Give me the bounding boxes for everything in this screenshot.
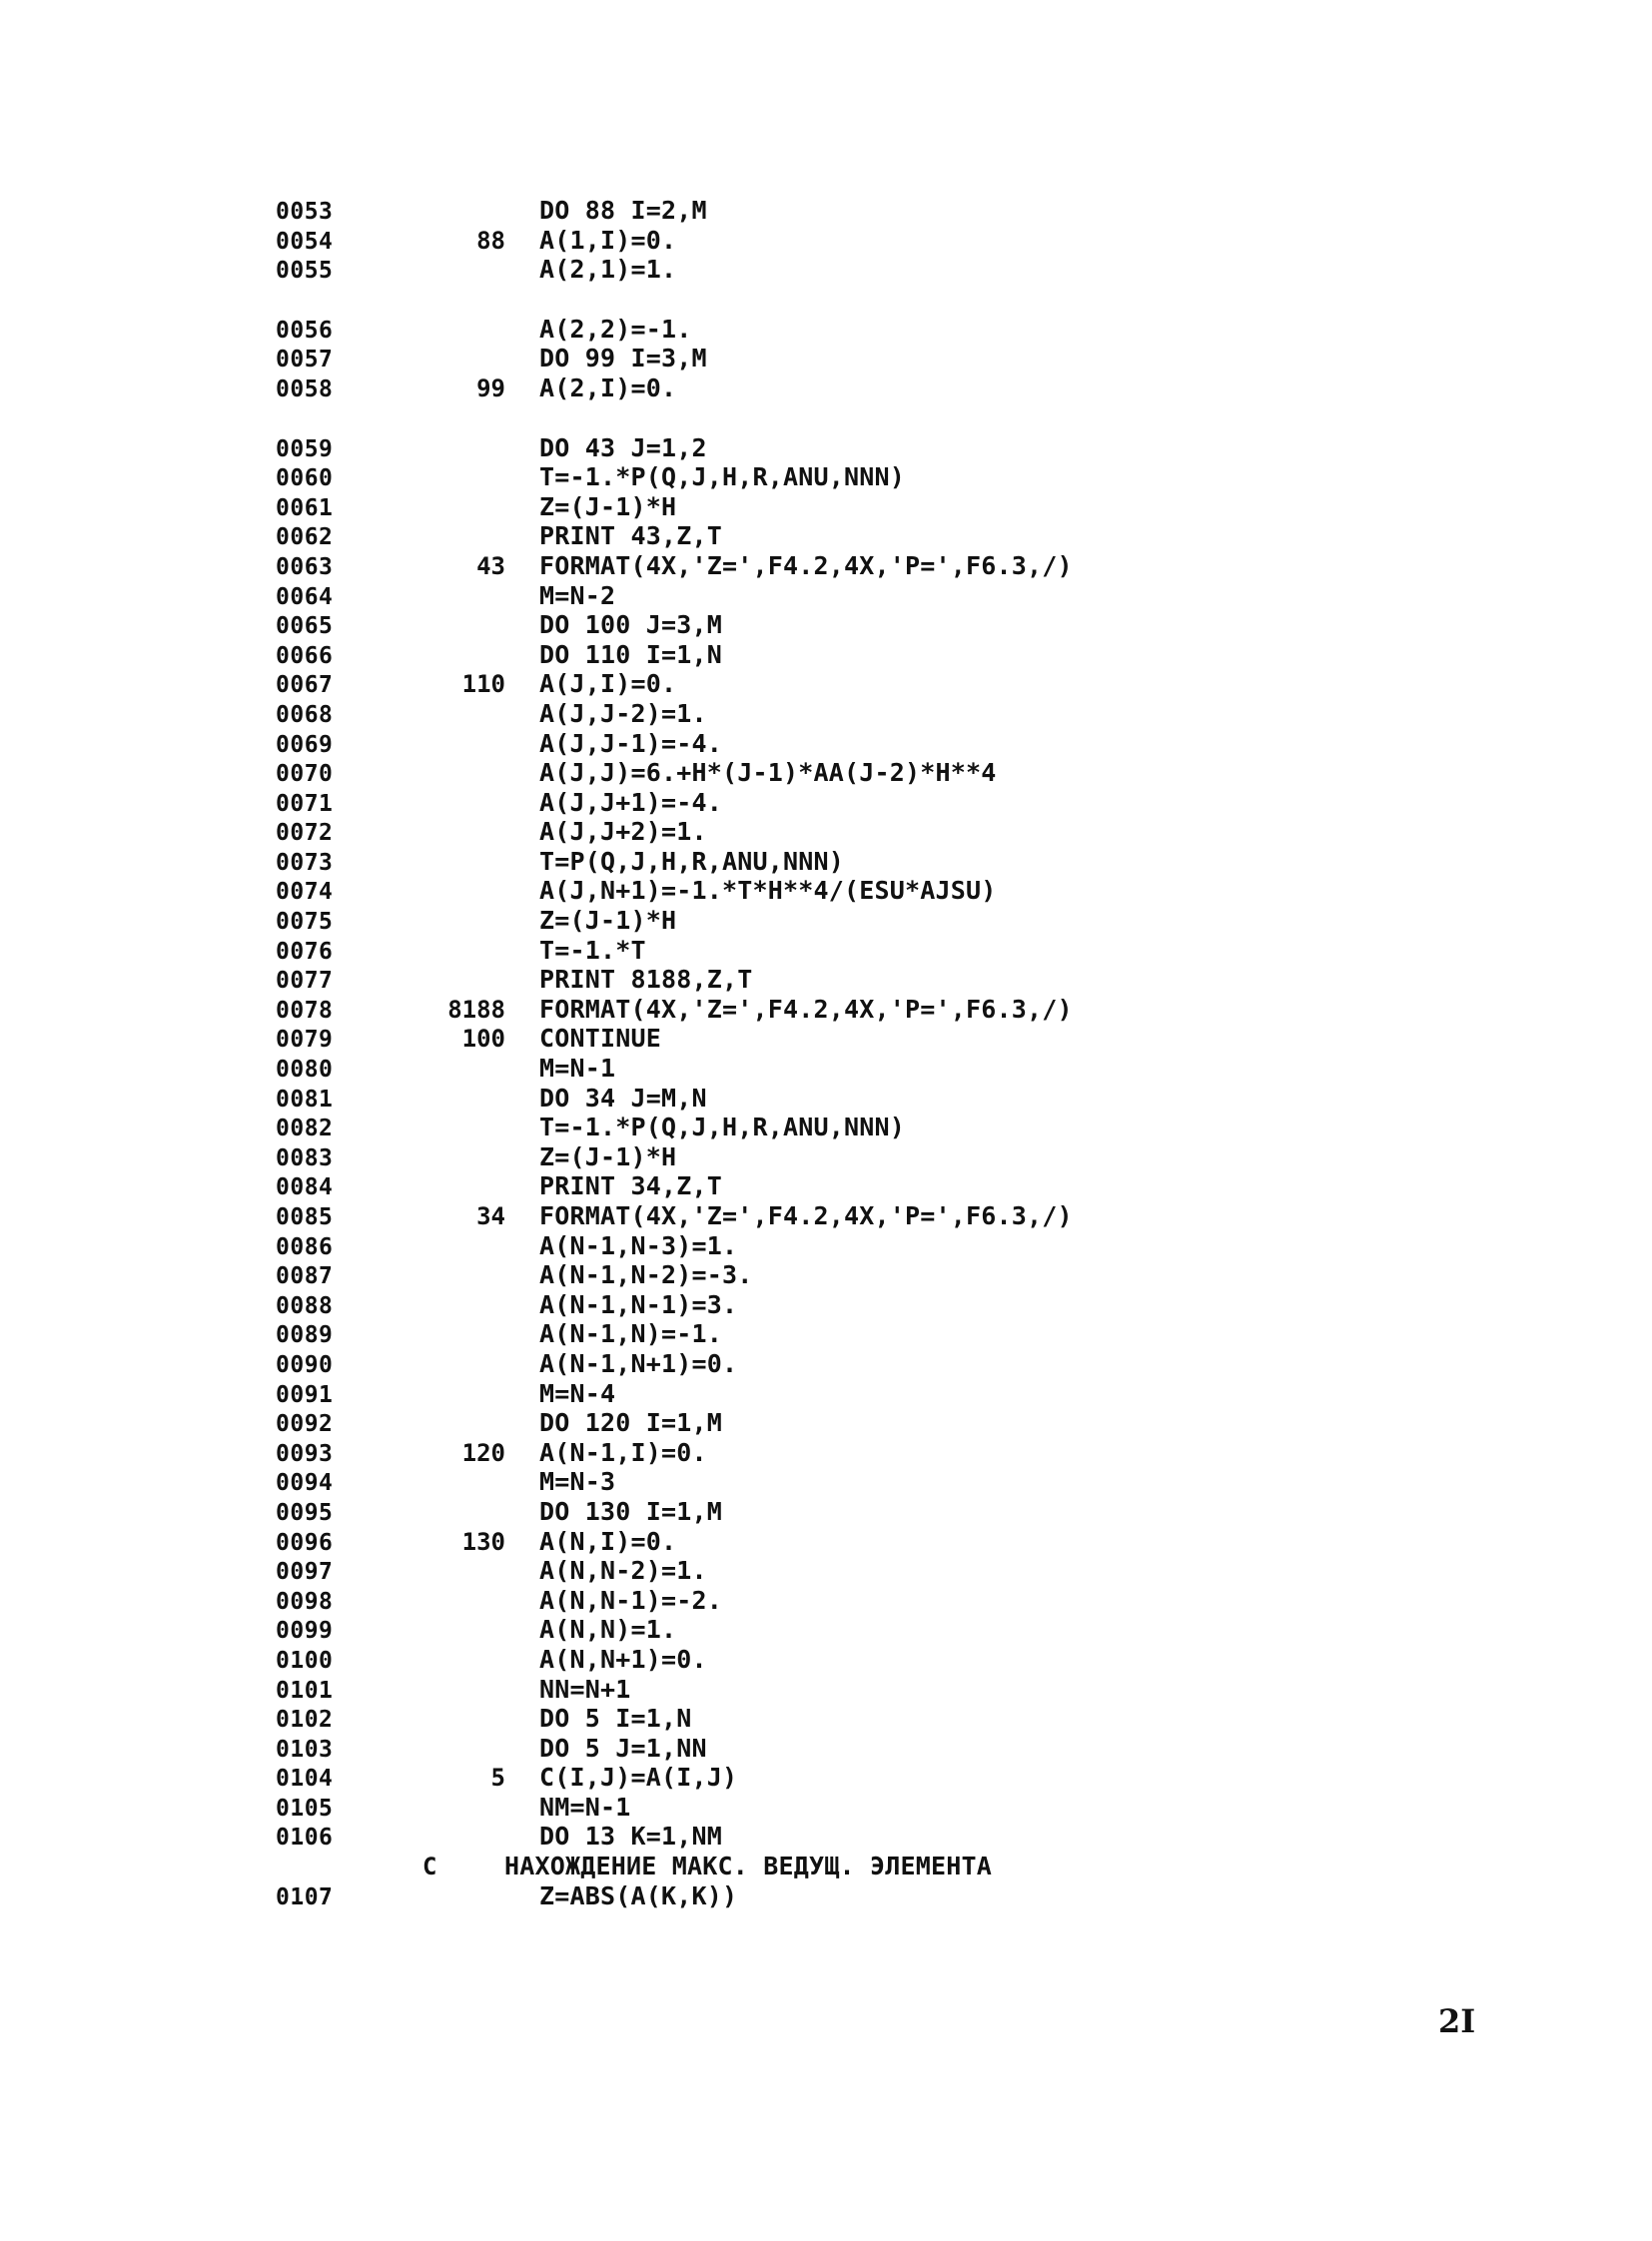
code-line — [276, 315, 1414, 345]
code-line — [276, 1260, 1414, 1290]
code-statement: A(N-1,I)=0. — [539, 1437, 707, 1467]
line-number: 0099 — [276, 1618, 334, 1645]
line-number: 0094 — [276, 1470, 334, 1497]
code-statement: A(N-1,N-1)=3. — [539, 1289, 738, 1319]
code-line — [276, 1084, 1414, 1114]
code-line — [276, 433, 1414, 463]
line-number: 0087 — [276, 1263, 334, 1290]
code-statement: DO 130 I=1,M — [539, 1496, 723, 1526]
code-line — [276, 906, 1414, 936]
line-number: 0076 — [276, 938, 334, 965]
code-line — [276, 847, 1414, 877]
code-statement: A(1,I)=0. — [539, 225, 677, 255]
code-statement: A(J,J)=6.+H*(J-1)*AA(J-2)*H**4 — [539, 758, 997, 788]
code-statement: PRINT 43,Z,T — [539, 521, 723, 551]
code-statement: A(2,1)=1. — [539, 255, 677, 285]
code-line — [276, 1467, 1414, 1497]
code-line — [276, 1586, 1414, 1616]
comment-marker: C — [422, 1853, 437, 1881]
code-statement: A(J,J+2)=1. — [539, 817, 707, 847]
line-number: 0104 — [276, 1766, 334, 1793]
line-number: 0073 — [276, 849, 334, 876]
code-line — [276, 521, 1414, 551]
code-statement: Z=ABS(A(K,K)) — [539, 1880, 738, 1910]
code-statement: A(2,2)=-1. — [539, 314, 692, 344]
code-line — [276, 1438, 1414, 1468]
code-statement: A(N-1,N)=-1. — [539, 1319, 723, 1349]
code-statement: Z=(J-1)*H — [539, 491, 677, 521]
line-number: 0083 — [276, 1144, 334, 1171]
code-line — [276, 1290, 1414, 1320]
code-line — [276, 1379, 1414, 1409]
statement-label: 5 — [490, 1764, 505, 1793]
code-statement: DO 5 J=1,NN — [539, 1733, 707, 1763]
code-statement: Z=(J-1)*H — [539, 1141, 677, 1171]
code-statement: M=N-1 — [539, 1054, 616, 1084]
code-statement: DO 99 I=3,M — [539, 344, 707, 374]
code-line — [276, 1645, 1414, 1675]
code-line — [276, 1822, 1414, 1852]
code-statement: A(J,J+1)=-4. — [539, 787, 723, 817]
line-number: 0064 — [276, 583, 334, 610]
code-statement: DO 5 I=1,N — [539, 1704, 692, 1734]
code-statement: DO 34 J=M,N — [539, 1083, 707, 1113]
code-statement: NM=N-1 — [539, 1792, 631, 1822]
code-statement: A(J,J-2)=1. — [539, 698, 707, 728]
code-statement: A(N-1,N-2)=-3. — [539, 1260, 753, 1290]
line-number: 0102 — [276, 1707, 334, 1734]
code-line — [276, 581, 1414, 611]
code-line — [276, 492, 1414, 522]
code-statement: DO 120 I=1,M — [539, 1408, 723, 1438]
line-number: 0077 — [276, 968, 334, 995]
code-statement: DO 110 I=1,N — [539, 639, 723, 669]
code-line — [276, 1881, 1414, 1911]
code-line — [276, 1171, 1414, 1201]
code-statement: A(2,I)=0. — [539, 373, 677, 402]
code-line — [276, 758, 1414, 788]
code-statement: NN=N+1 — [539, 1674, 631, 1704]
code-statement: A(J,I)=0. — [539, 669, 677, 699]
code-statement: T=-1.*P(Q,J,H,R,ANU,NNN) — [539, 462, 906, 492]
code-line — [276, 965, 1414, 995]
line-number: 0074 — [276, 879, 334, 906]
code-line — [276, 1793, 1414, 1823]
code-line — [276, 1231, 1414, 1261]
code-statement: M=N-3 — [539, 1467, 616, 1497]
comment-text: НАХОЖДЕНИЕ МАКС. ВЕДУЩ. ЭЛЕМЕНТА — [504, 1852, 993, 1881]
code-statement: DO 13 K=1,NM — [539, 1822, 723, 1852]
code-line — [276, 610, 1414, 640]
line-number: 0095 — [276, 1499, 334, 1526]
code-statement: M=N-4 — [539, 1378, 616, 1408]
line-number: 0065 — [276, 613, 334, 640]
line-number: 0100 — [276, 1647, 334, 1674]
code-line — [276, 817, 1414, 847]
line-number: 0079 — [276, 1027, 334, 1054]
code-line — [276, 374, 1414, 403]
code-statement: Z=(J-1)*H — [539, 906, 677, 936]
code-statement: PRINT 34,Z,T — [539, 1171, 723, 1201]
line-number: 0105 — [276, 1795, 334, 1822]
statement-label: 130 — [461, 1527, 505, 1556]
code-line — [276, 1852, 1414, 1881]
code-statement: FORMAT(4X,'Z=',F4.2,4X,'P=',F6.3,/) — [539, 1201, 1073, 1230]
code-line — [276, 1556, 1414, 1586]
code-line — [276, 1201, 1414, 1231]
line-number: 0067 — [276, 672, 334, 699]
line-number: 0092 — [276, 1411, 334, 1438]
line-number: 0093 — [276, 1440, 334, 1467]
line-number: 0080 — [276, 1057, 334, 1084]
code-statement: A(N,I)=0. — [539, 1526, 677, 1556]
code-line — [276, 1497, 1414, 1527]
line-number: 0097 — [276, 1559, 334, 1586]
line-number: 0088 — [276, 1292, 334, 1319]
code-statement: A(J,J-1)=-4. — [539, 728, 723, 758]
line-number: 0096 — [276, 1529, 334, 1556]
code-line — [276, 1024, 1414, 1054]
line-number: 0059 — [276, 435, 334, 462]
code-line — [276, 344, 1414, 374]
code-statement: DO 43 J=1,2 — [539, 432, 707, 462]
line-number: 0063 — [276, 553, 334, 580]
code-statement: M=N-2 — [539, 580, 616, 610]
statement-label: 8188 — [447, 995, 505, 1024]
line-number: 0058 — [276, 375, 334, 402]
statement-label: 43 — [476, 551, 505, 580]
code-line — [276, 1675, 1414, 1705]
code-line — [276, 1349, 1414, 1379]
line-number: 0103 — [276, 1736, 334, 1763]
code-statement: A(N,N-1)=-2. — [539, 1585, 723, 1615]
code-statement: PRINT 8188,Z,T — [539, 965, 753, 995]
code-line — [276, 1704, 1414, 1734]
code-statement: A(N,N)=1. — [539, 1615, 677, 1645]
line-number: 0078 — [276, 997, 334, 1024]
code-line — [276, 729, 1414, 759]
statement-label: 99 — [476, 374, 505, 402]
code-line — [276, 551, 1414, 581]
line-number: 0066 — [276, 642, 334, 669]
line-number: 0081 — [276, 1086, 334, 1113]
code-line — [276, 255, 1414, 285]
line-number: 0061 — [276, 494, 334, 521]
line-number: 0071 — [276, 790, 334, 817]
code-line — [276, 876, 1414, 906]
line-number: 0060 — [276, 465, 334, 492]
line-number: 0084 — [276, 1174, 334, 1201]
page-number: 2I — [1438, 2002, 1476, 2040]
line-number: 0085 — [276, 1204, 334, 1230]
line-number: 0075 — [276, 909, 334, 936]
line-number: 0069 — [276, 731, 334, 758]
code-statement: FORMAT(4X,'Z=',F4.2,4X,'P=',F6.3,/) — [539, 994, 1073, 1024]
statement-label: 88 — [476, 226, 505, 255]
line-number: 0090 — [276, 1351, 334, 1378]
code-line — [276, 462, 1414, 492]
code-statement: A(J,N+1)=-1.*T*H**4/(ESU*AJSU) — [539, 876, 997, 906]
line-number: 0101 — [276, 1677, 334, 1704]
code-line — [276, 1527, 1414, 1557]
line-number: 0082 — [276, 1116, 334, 1142]
code-statement: T=-1.*P(Q,J,H,R,ANU,NNN) — [539, 1113, 906, 1142]
code-line — [276, 1319, 1414, 1349]
line-number: 0055 — [276, 258, 334, 285]
code-line — [276, 1763, 1414, 1793]
line-number: 0062 — [276, 524, 334, 551]
statement-label: 110 — [461, 670, 505, 699]
code-line — [276, 226, 1414, 256]
line-number: 0068 — [276, 701, 334, 728]
line-number: 0086 — [276, 1233, 334, 1260]
code-line — [276, 1615, 1414, 1645]
code-statement: A(N-1,N-3)=1. — [539, 1230, 738, 1260]
line-number: 0056 — [276, 317, 334, 344]
statement-label: 100 — [461, 1025, 505, 1054]
code-statement: A(N,N-2)=1. — [539, 1556, 707, 1586]
line-number: 0070 — [276, 761, 334, 788]
code-line — [276, 936, 1414, 966]
line-number: 0072 — [276, 820, 334, 847]
code-statement: T=-1.*T — [539, 935, 646, 965]
code-statement: A(N,N+1)=0. — [539, 1644, 707, 1674]
code-line — [276, 995, 1414, 1025]
line-number: 0098 — [276, 1588, 334, 1615]
line-number: 0053 — [276, 199, 334, 225]
code-line — [276, 788, 1414, 818]
code-statement: DO 88 I=2,M — [539, 196, 707, 225]
code-statement: CONTINUE — [539, 1024, 662, 1054]
code-line — [276, 1734, 1414, 1764]
code-statement: DO 100 J=3,M — [539, 610, 723, 640]
code-line — [276, 669, 1414, 699]
line-number: 0089 — [276, 1322, 334, 1349]
code-statement: C(I,J)=A(I,J) — [539, 1763, 738, 1793]
line-number: 0091 — [276, 1381, 334, 1408]
line-number: 0106 — [276, 1825, 334, 1852]
code-line — [276, 196, 1414, 226]
code-statement: A(N-1,N+1)=0. — [539, 1348, 738, 1378]
statement-label: 34 — [476, 1202, 505, 1230]
statement-label: 120 — [461, 1438, 505, 1467]
code-line — [276, 640, 1414, 670]
code-statement: T=P(Q,J,H,R,ANU,NNN) — [539, 846, 845, 876]
code-line — [276, 1054, 1414, 1084]
code-line — [276, 1408, 1414, 1438]
line-number: 0107 — [276, 1883, 334, 1910]
code-line — [276, 1113, 1414, 1142]
line-number: 0054 — [276, 228, 334, 255]
code-line — [276, 699, 1414, 729]
code-line — [276, 1142, 1414, 1172]
program-listing — [276, 196, 1414, 1910]
code-statement: FORMAT(4X,'Z=',F4.2,4X,'P=',F6.3,/) — [539, 550, 1073, 580]
line-number: 0057 — [276, 347, 334, 374]
